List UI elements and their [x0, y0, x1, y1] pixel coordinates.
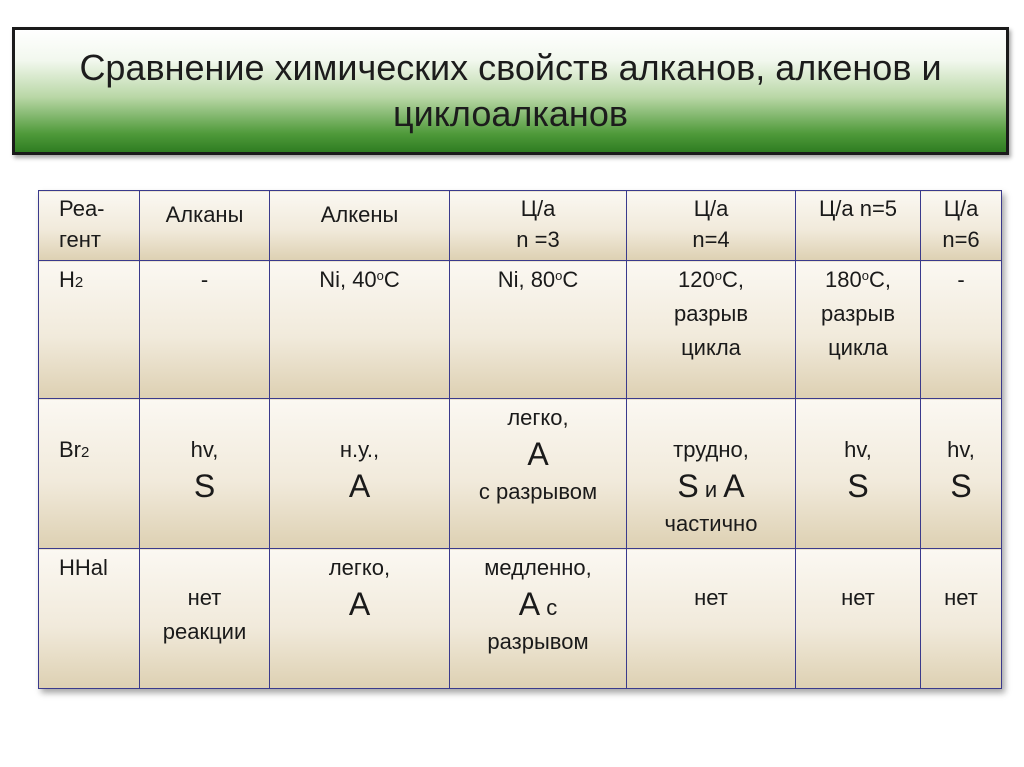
table-row-hhal [39, 549, 1002, 689]
cell-hhal-alkanes: нет реакции [140, 549, 270, 689]
header-cyclo-3: Ц/а n =3 [450, 191, 627, 261]
header-cyclo-6: Ц/а n=6 [921, 191, 1002, 261]
cell-br2-cyclo-5: hv, S [796, 399, 921, 549]
header-reagent: Реа- гент [39, 191, 140, 261]
header-cyclo-4: Ц/а n=4 [627, 191, 796, 261]
cell-h2-cyclo-4: 120$^o$C, разрыв цикла [627, 261, 796, 399]
reagent-hhal: HHal [39, 549, 140, 689]
cell-br2-cyclo-6: hv, S [921, 399, 1002, 549]
reagent-br2: Br2 [39, 399, 140, 549]
title-line-1: Сравнение химических свойств алканов, алкенов и [79, 47, 942, 88]
cell-h2-cyclo-3: Ni, 80$^o$C [450, 261, 627, 399]
cell-h2-cyclo-5: 180$^o$C, разрыв цикла [796, 261, 921, 399]
reagent-h2: H2 [39, 261, 140, 399]
header-alkenes: Алкены [270, 191, 450, 261]
title-line-2: циклоалканов [393, 93, 628, 134]
cell-h2-alkenes: Ni, 40$^o$C [270, 261, 450, 399]
table-row-h2 [39, 261, 1002, 399]
comparison-table [38, 190, 1002, 689]
cell-h2-cyclo-6: - [921, 261, 1002, 399]
cell-hhal-cyclo-4: нет [627, 549, 796, 689]
cell-br2-alkanes: hv, S [140, 399, 270, 549]
header-cyclo-5: Ц/а n=5 [796, 191, 921, 261]
comparison-table-wrapper [38, 190, 1002, 689]
header-alkanes: Алканы [140, 191, 270, 261]
cell-h2-alkanes: - [140, 261, 270, 399]
cell-br2-cyclo-4: трудно, S и A частично [627, 399, 796, 549]
title-banner [12, 27, 1009, 155]
cell-br2-cyclo-3: легко, A с разрывом [450, 399, 627, 549]
header-row [39, 191, 1002, 261]
table-row-br2 [39, 399, 1002, 549]
cell-hhal-cyclo-5: нет [796, 549, 921, 689]
cell-hhal-cyclo-6: нет [921, 549, 1002, 689]
cell-br2-alkenes: н.у., A [270, 399, 450, 549]
cell-hhal-cyclo-3: медленно, A с разрывом [450, 549, 627, 689]
cell-hhal-alkenes: легко, A [270, 549, 450, 689]
